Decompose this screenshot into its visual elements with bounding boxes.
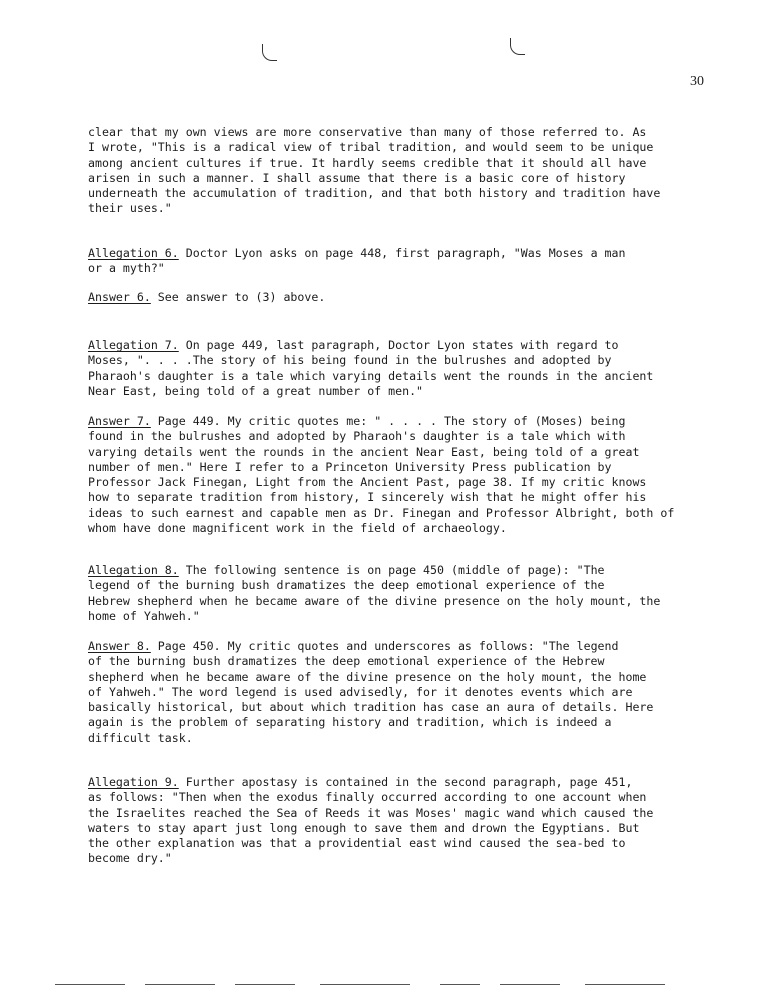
paragraph-label: Allegation 6. <box>88 246 179 260</box>
paragraph-answer-6 <box>88 290 724 305</box>
scan-edge-rule <box>55 984 125 985</box>
page-number: 30 <box>690 74 704 89</box>
paragraph-text: See answer to (3) above. <box>150 290 326 304</box>
scan-edge-rule <box>320 984 410 985</box>
paragraph-text: Further apostasy is contained in the second paragraph, page 451, as follows: "Then when the exodus finally occurred according to one account when the Israelites reached the Sea of Reeds it was Moses' magic wand which caused the waters to stay apart just long enough to save them and drown the Egyptians. But the other explanation was that a providential east wind caused the sea-bed to become dry." <box>88 775 654 866</box>
paragraph-label: Answer 7. <box>88 414 151 428</box>
scan-mark-left <box>262 44 277 61</box>
scan-edge-rule <box>585 984 665 985</box>
paragraph-allegation-8 <box>88 563 724 624</box>
paragraph-text: On page 449, last paragraph, Doctor Lyon states with regard to Moses, ". . . .The story of his being found in the bulrushes and adopted by Pharaoh's daughter is a tale which varying details went the rounds in the ancient Near East, being told of a great number of men." <box>88 338 654 398</box>
scan-edge-rule <box>500 984 560 985</box>
paragraph-allegation-6 <box>88 246 724 277</box>
paragraph-text: clear that my own views are more conservative than many of those referred to. As I wrote, "This is a radical view of tribal tradition, and would seem to be unique among ancient cultures if true. It hardly seems credible that it should all have arisen in such a manner. I shall assume that there is a basic core of history underneath the accumulation of tradition, and that both history and tradition have their uses." <box>88 125 661 216</box>
scan-mark-right <box>510 38 525 55</box>
paragraph-allegation-9 <box>88 775 724 867</box>
paragraph-text: Page 449. My critic quotes me: " . . . . The story of (Moses) being found in the bulrushes and adopted by Pharaoh's daughter is a tale which with varying details went the rounds in the ancient Near East, being told of a great number of men." Here I refer to a Princeton University Press publication by Professor Jack Finegan, Light from the Ancient Past, page 38. If my critic knows how to separate tradition from history, I sincerely wish that he might offer his ideas to such earnest and capable men as Dr. Finegan and Professor Albright, both of whom have done magnificent work in the field of archaeology. <box>88 414 675 536</box>
paragraph-label: Allegation 9. <box>88 775 179 789</box>
paragraph-text: Page 450. My critic quotes and underscores as follows: "The legend of the burning bush dramatizes the deep emotional experience of the Hebrew shepherd when he became aware of the divine presence on the holy mount, the home of Yahweh." The word legend is used advisedly, for it denotes events which are basically historical, but about which tradition has case an aura of details. Here again is the problem of separating history and tradition, which is indeed a difficult task. <box>88 639 654 745</box>
scan-edge-rule <box>145 984 215 985</box>
paragraph-text: Doctor Lyon asks on page 448, first paragraph, "Was Moses a man or a myth?" <box>88 246 626 276</box>
paragraph-label: Answer 6. <box>88 290 151 304</box>
paragraph-label: Allegation 8. <box>88 563 179 577</box>
paragraph-intro <box>88 125 724 217</box>
paragraph-label: Answer 8. <box>88 639 151 653</box>
paragraph-text: The following sentence is on page 450 (middle of page): "The legend of the burning bush dramatizes the deep emotional experience of the Hebrew shepherd when he became aware of the divine presence on the holy mount, the home of Yahweh." <box>88 563 661 623</box>
scan-edge-rule <box>440 984 480 985</box>
paragraph-answer-7 <box>88 414 724 536</box>
paragraph-answer-8 <box>88 639 724 746</box>
paragraph-allegation-7 <box>88 338 724 399</box>
paragraph-label: Allegation 7. <box>88 338 179 352</box>
scan-edge-rule <box>235 984 295 985</box>
